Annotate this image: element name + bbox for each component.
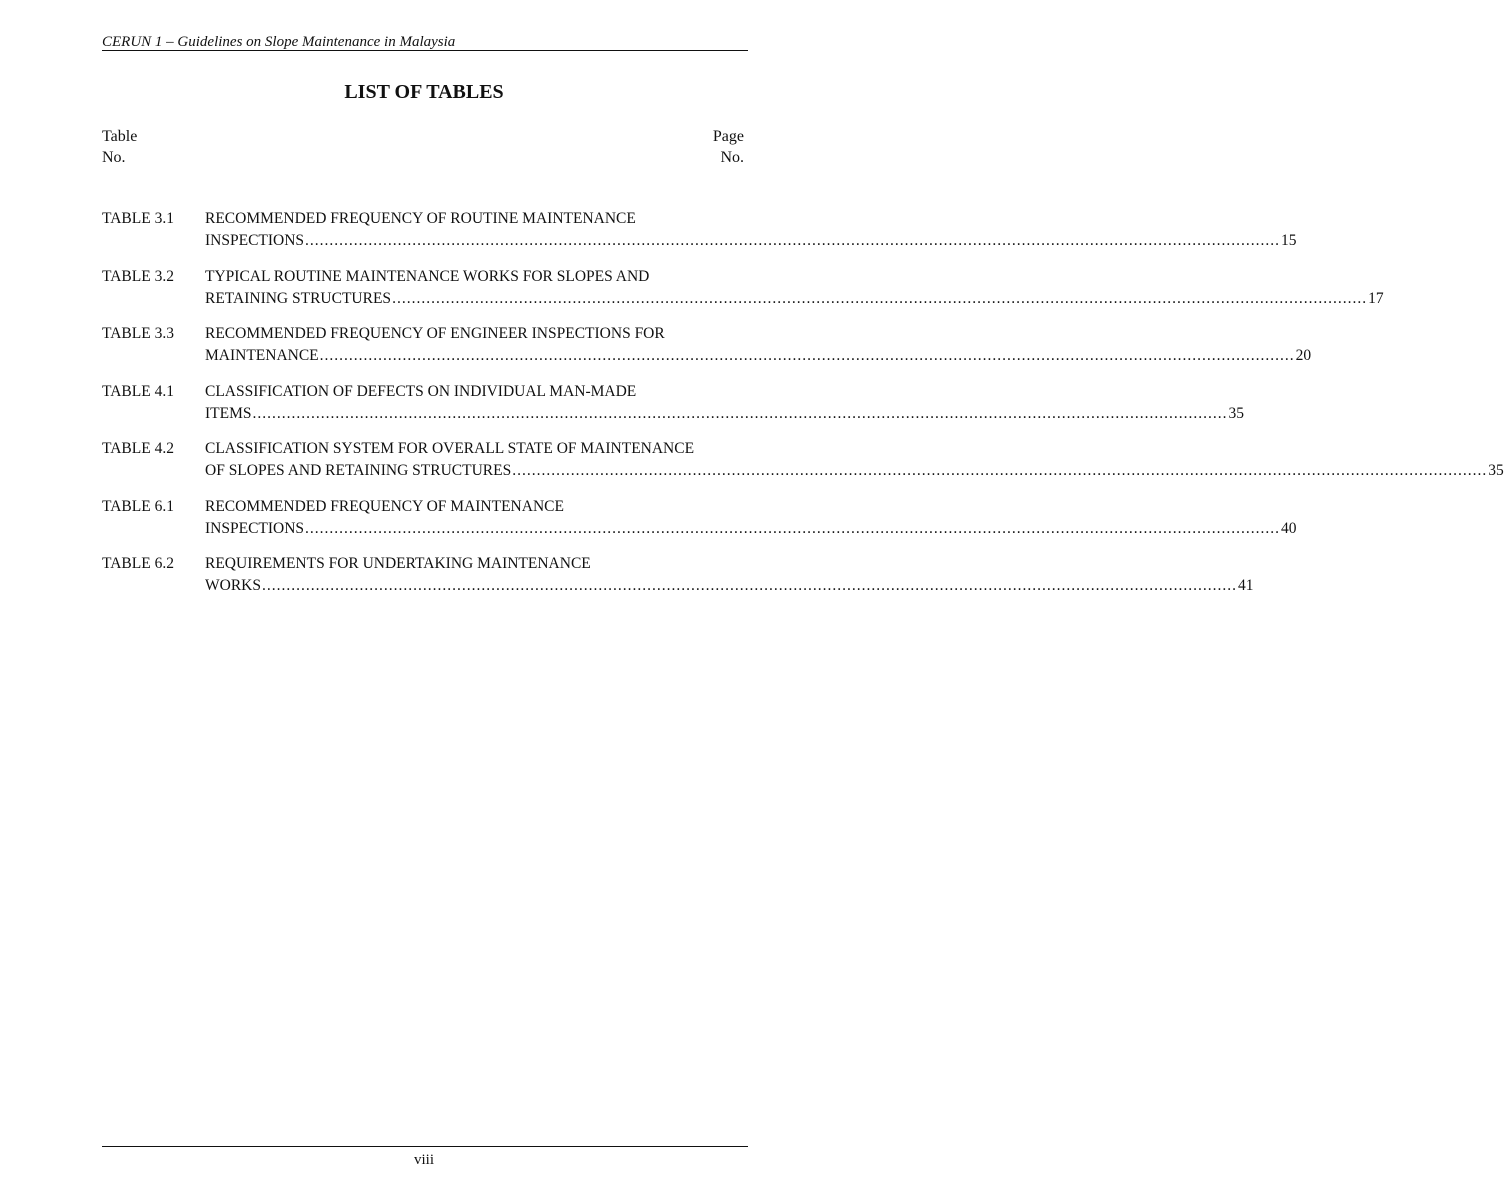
column-heading-table-no: No.	[102, 149, 126, 166]
page-reference: 20	[1295, 347, 1312, 364]
page-reference: 41	[1237, 577, 1254, 594]
list-entry[interactable]	[102, 438, 1504, 496]
page-reference: 17	[1368, 289, 1384, 307]
caption-line: INSPECTIONS	[205, 519, 305, 537]
caption-line: WORKS	[205, 577, 261, 594]
page-reference: 35	[1228, 404, 1244, 422]
list-entry[interactable]	[102, 208, 1297, 266]
caption-line: INSPECTIONS	[205, 232, 305, 249]
footer-divider	[102, 1146, 748, 1147]
table-number: TABLE 3.3	[102, 325, 174, 342]
table-caption	[205, 266, 1384, 310]
running-header: CERUN 1 – Guidelines on Slope Maintenance in Malaysia	[102, 34, 456, 50]
table-caption	[205, 208, 1297, 252]
dot-leader: ........................................................................................................................................................................................................	[305, 519, 1281, 537]
caption-line: RECOMMENDED FREQUENCY OF ROUTINE MAINTENANCE	[205, 210, 636, 227]
caption-line: TYPICAL ROUTINE MAINTENANCE WORKS FOR SLOPES AND	[205, 267, 650, 285]
page-reference: 35	[1488, 462, 1504, 479]
page-title: LIST OF TABLES	[344, 81, 504, 103]
table-caption	[205, 553, 1254, 597]
caption-line: REQUIREMENTS FOR UNDERTAKING MAINTENANCE	[205, 555, 591, 572]
header-divider	[102, 50, 748, 51]
table-number: TABLE 4.2	[102, 440, 174, 457]
table-number: TABLE 3.2	[102, 267, 174, 285]
dot-leader: ........................................................................................................................................................................................................	[512, 462, 1488, 479]
table-list	[102, 208, 1504, 611]
dot-leader: ........................................................................................................................................................................................................	[305, 232, 1281, 249]
table-caption	[205, 438, 1504, 482]
caption-line: CLASSIFICATION OF DEFECTS ON INDIVIDUAL MAN-MADE	[205, 382, 637, 400]
table-caption	[205, 381, 1244, 425]
column-heading-table: Table	[102, 128, 138, 145]
list-entry[interactable]	[102, 381, 1244, 439]
caption-line: RECOMMENDED FREQUENCY OF ENGINEER INSPECTIONS FOR	[205, 325, 665, 342]
table-caption	[205, 496, 1297, 540]
caption-line: RETAINING STRUCTURES	[205, 289, 392, 307]
page-number-column-heading	[713, 126, 744, 168]
caption-line: MAINTENANCE	[205, 347, 319, 364]
table-number: TABLE 3.1	[102, 210, 174, 227]
dot-leader: ........................................................................................................................................................................................................	[392, 289, 1368, 307]
dot-leader: ........................................................................................................................................................................................................	[252, 404, 1228, 422]
page-reference: 15	[1281, 232, 1297, 249]
column-heading-page: Page	[712, 128, 744, 145]
list-entry[interactable]	[102, 553, 1254, 611]
caption-line: ITEMS	[205, 404, 252, 422]
table-number: TABLE 4.1	[102, 382, 174, 400]
page-reference: 40	[1281, 519, 1297, 537]
list-entry[interactable]	[102, 323, 1312, 381]
dot-leader: ........................................................................................................................................................................................................	[261, 577, 1237, 594]
caption-line: CLASSIFICATION SYSTEM FOR OVERALL STATE OF MAINTENANCE	[205, 440, 695, 457]
table-number: TABLE 6.1	[102, 497, 174, 515]
dot-leader: ........................................................................................................................................................................................................	[319, 347, 1295, 364]
column-heading-page-no: No.	[720, 149, 744, 166]
list-entry[interactable]	[102, 496, 1297, 554]
list-entry[interactable]	[102, 266, 1384, 324]
page-number: viii	[413, 1152, 434, 1168]
table-caption	[205, 323, 1312, 367]
caption-line: RECOMMENDED FREQUENCY OF MAINTENANCE	[205, 497, 564, 515]
caption-line: OF SLOPES AND RETAINING STRUCTURES	[205, 462, 512, 479]
table-number-column-heading	[102, 126, 137, 168]
table-number: TABLE 6.2	[102, 555, 174, 572]
